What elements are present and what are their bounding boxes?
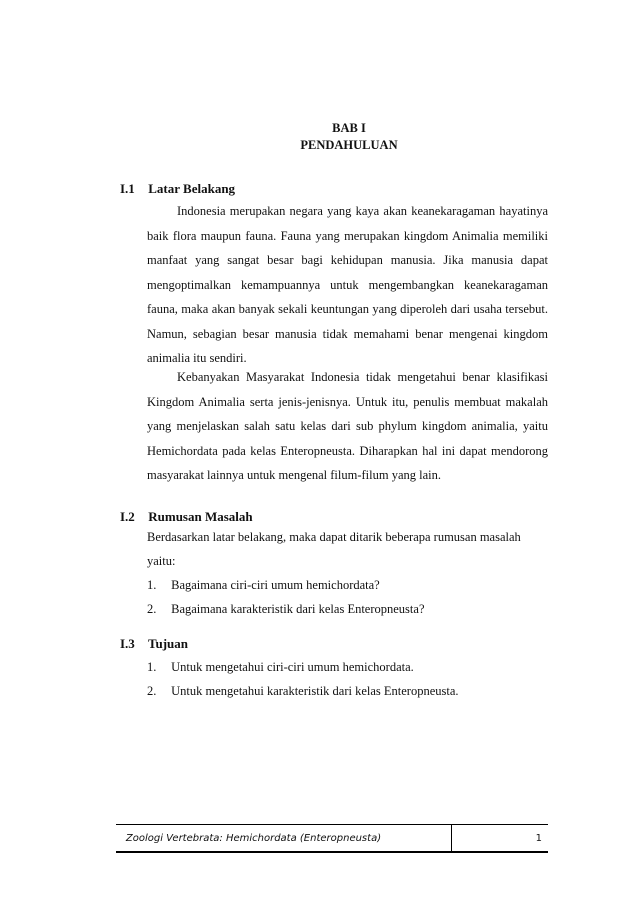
chapter-title: PENDAHULUAN [300, 138, 398, 152]
rumusan-intro-line1: Berdasarkan latar belakang, maka dapat ditarik beberapa rumusan masalah [147, 530, 521, 544]
list-item [147, 578, 380, 593]
paragraph-latar-2 [147, 365, 548, 488]
section-title: Tujuan [148, 636, 189, 651]
footer-title: Zoologi Vertebrata: Hemichordata (Enteropneusta) [116, 825, 452, 851]
list-number: 2. [147, 602, 157, 616]
section-heading-latar [120, 181, 235, 197]
list-number: 2. [147, 684, 157, 698]
chapter-number: BAB I [332, 121, 366, 135]
section-title: Latar Belakang [148, 181, 236, 196]
list-number: 1. [147, 660, 157, 674]
section-title: Rumusan Masalah [148, 509, 253, 524]
section-number: I.3 [120, 636, 135, 651]
section-heading-rumusan [120, 509, 253, 525]
list-number: 1. [147, 578, 157, 592]
rumusan-intro-line2: yaitu: [147, 554, 176, 568]
section-number: I.2 [120, 509, 135, 524]
list-item [147, 602, 425, 617]
page-footer [116, 824, 548, 853]
section-number: I.1 [120, 181, 135, 196]
paragraph-latar-1 [147, 199, 548, 371]
list-text: Untuk mengetahui karakteristik dari kelas Enteropneusta. [171, 684, 459, 698]
section-heading-tujuan [120, 636, 188, 652]
page-number: 1 [535, 832, 542, 844]
list-item [147, 660, 414, 675]
list-text: Untuk mengetahui ciri-ciri umum hemichordata. [171, 660, 414, 674]
list-text: Bagaimana karakteristik dari kelas Enteropneusta? [171, 602, 425, 616]
paragraph-text: Kebanyakan Masyarakat Indonesia tidak mengetahui benar klasifikasi Kingdom Animalia serta jenis-jenisnya. Untuk itu, penulis membuat makalah yang menjelaskan salah satu kelas dari sub phylum kingdom animalia, yaitu Hemichordata pada kelas Enteropneusta. Diharapkan hal ini dapat mendorong masyarakat lainnya untuk mengenal filum-filum yang lain. [147, 370, 548, 482]
list-item [147, 684, 459, 699]
list-text: Bagaimana ciri-ciri umum hemichordata? [171, 578, 380, 592]
paragraph-text: Indonesia merupakan negara yang kaya akan keanekaragaman hayatinya baik flora maupun fauna. Fauna yang merupakan kingdom Animalia memiliki manfaat yang sangat besar bagi kehidupan manusia. Jika manusia dapat mengoptimalkan kemampuannya untuk mengembangkan keanekaragaman fauna, maka akan banyak sekali keuntungan yang diperoleh dari usaha tersebut. Namun, sebagian besar manusia tidak memahami benar mengenai kingdom animalia itu sendiri. [147, 204, 548, 365]
